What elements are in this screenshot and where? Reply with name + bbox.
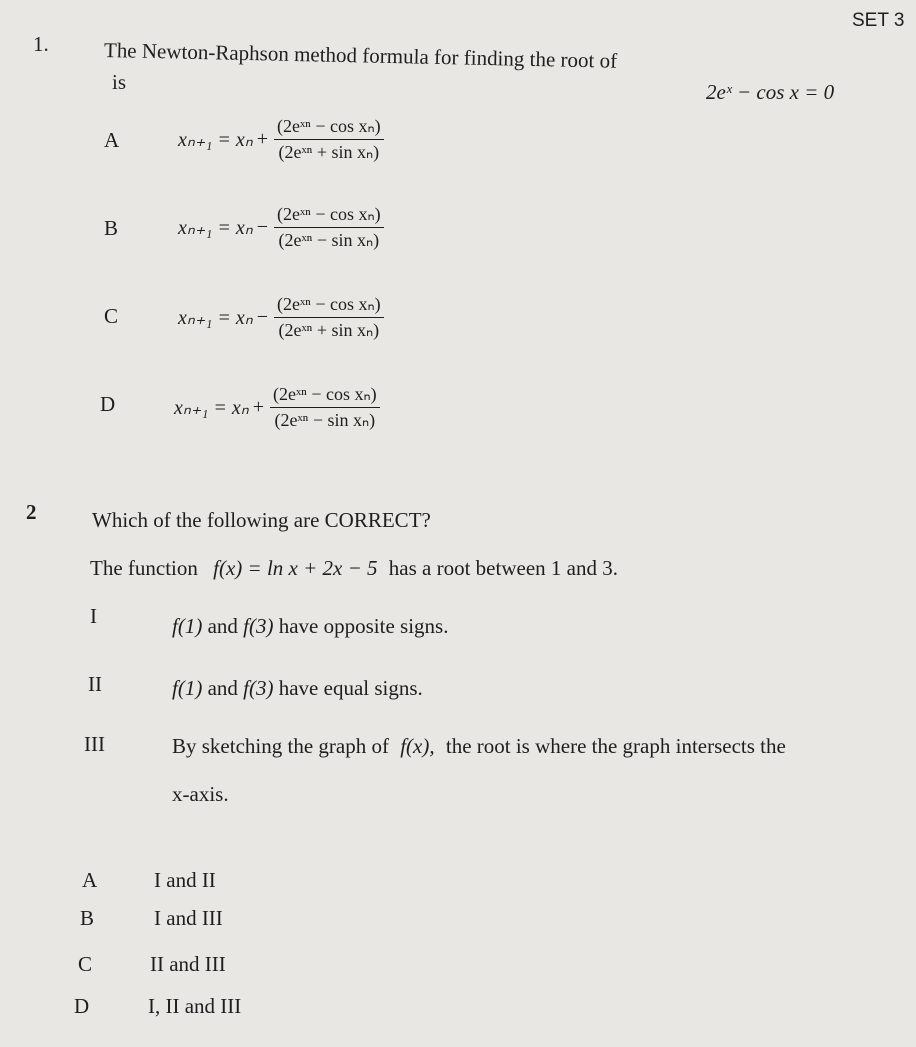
fraction-denominator: (2eˣⁿ − sin xₙ) — [278, 230, 380, 250]
question-1-text: The Newton-Raphson method formula for finding the root of — [103, 38, 618, 73]
fraction-numerator: (2eˣⁿ − cos xₙ) — [274, 116, 384, 140]
formula-fraction — [270, 384, 380, 431]
statement-ii-text — [172, 676, 423, 701]
statement-iii-numeral: III — [84, 732, 105, 756]
fraction-numerator: (2eˣⁿ − cos xₙ) — [274, 204, 384, 228]
formula-sign: + — [252, 396, 264, 418]
set-label: SET 3 — [852, 10, 905, 31]
formula-lhs: xₙ₊₁ = xₙ — [174, 397, 249, 419]
statement-conjunction: and — [207, 676, 238, 700]
question-2-text: Which of the following are CORRECT? — [92, 508, 431, 532]
question-2-number: 2 — [26, 500, 37, 524]
option-a-formula — [178, 116, 384, 163]
formula-lhs: xₙ₊₁ = xₙ — [178, 217, 253, 239]
f-of-x: f(x), — [400, 734, 435, 758]
formula-fraction — [274, 294, 384, 341]
question-2-intro — [90, 556, 618, 581]
statement-iii-suffix: the root is where the graph intersects the — [445, 734, 786, 758]
f-of-3: f(3) — [243, 676, 274, 700]
formula-fraction — [274, 116, 384, 163]
formula-sign: − — [256, 216, 268, 238]
answer-d-letter: D — [74, 994, 90, 1018]
option-c-formula — [178, 294, 384, 341]
f-of-1: f(1) — [172, 676, 203, 700]
statement-i-text — [172, 614, 448, 639]
answer-a-letter: A — [82, 868, 98, 892]
statement-conjunction: and — [207, 614, 238, 638]
fraction-numerator: (2eˣⁿ − cos xₙ) — [274, 294, 384, 318]
answer-d-text: I, II and III — [148, 994, 242, 1018]
intro-function: f(x) = ln x + 2x − 5 — [213, 556, 378, 580]
statement-ii-numeral: II — [88, 672, 102, 696]
intro-prefix: The function — [90, 556, 198, 580]
formula-sign: − — [256, 306, 268, 328]
option-c-letter: C — [104, 304, 119, 328]
formula-lhs: xₙ₊₁ = xₙ — [178, 129, 253, 151]
option-d-formula — [174, 384, 380, 431]
formula-lhs: xₙ₊₁ = xₙ — [178, 307, 253, 329]
answer-c-text: II and III — [150, 952, 226, 976]
answer-c-letter: C — [78, 952, 93, 976]
f-of-1: f(1) — [172, 614, 203, 638]
intro-suffix: has a root between 1 and 3. — [388, 556, 618, 580]
answer-b-text: I and III — [154, 906, 223, 930]
question-1-equation: 2eˣ − cos x = 0 — [706, 80, 835, 104]
statement-i-numeral: I — [90, 604, 97, 628]
option-d-letter: D — [100, 392, 116, 416]
fraction-numerator: (2eˣⁿ − cos xₙ) — [270, 384, 380, 408]
statement-rest: have equal signs. — [278, 676, 423, 700]
fraction-denominator: (2eˣⁿ + sin xₙ) — [278, 320, 380, 340]
fraction-denominator: (2eˣⁿ + sin xₙ) — [278, 142, 380, 162]
statement-rest: have opposite signs. — [278, 614, 449, 638]
f-of-3: f(3) — [243, 614, 274, 638]
answer-b-letter: B — [80, 906, 95, 930]
option-a-letter: A — [104, 128, 120, 152]
statement-iii-line2: x-axis. — [172, 782, 229, 806]
option-b-letter: B — [104, 216, 119, 240]
fraction-denominator: (2eˣⁿ − sin xₙ) — [274, 410, 376, 430]
statement-iii-prefix: By sketching the graph of — [172, 734, 389, 758]
formula-fraction — [274, 204, 384, 251]
statement-iii-text — [172, 734, 786, 759]
question-1-text-continued: is — [112, 70, 127, 94]
option-b-formula — [178, 204, 384, 251]
question-1-number: 1. — [33, 32, 49, 56]
formula-sign: + — [256, 128, 268, 150]
answer-a-text: I and II — [154, 868, 216, 892]
